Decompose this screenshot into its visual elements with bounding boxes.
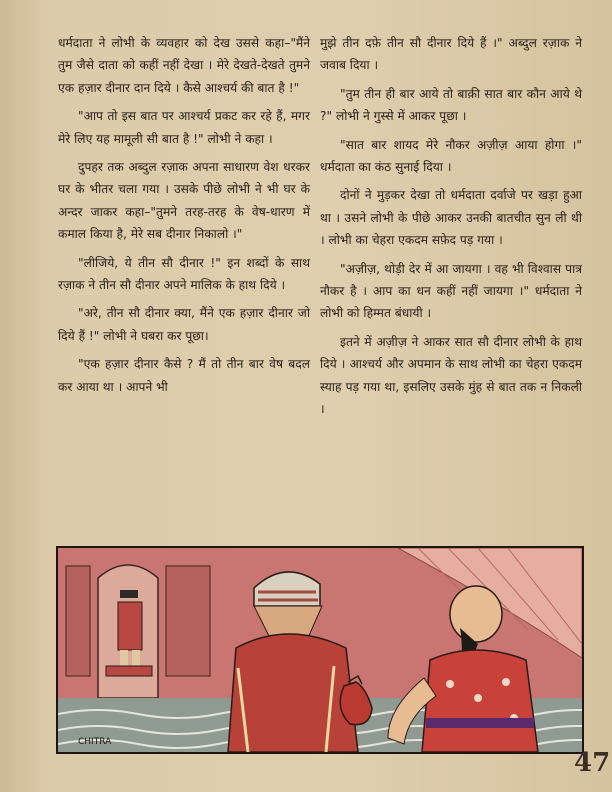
small-figure-body — [118, 602, 142, 650]
paragraph: "अरे, तीन सौ दीनार क्या, मैंने एक हज़ार दीनार जो दिये हैं !" लोभी ने घबरा कर पूछा। — [58, 306, 310, 343]
paragraph: "लीजिये, ये तीन सौ दीनार !" इन शब्दों के साथ रज़ाक ने तीन सौ दीनार अपने मालिक के हाथ दिये । — [58, 255, 310, 293]
wall-panel — [66, 566, 90, 676]
paragraph: धर्मदाता ने लोभी के व्यवहार को देख उससे कहा–"मैंने तुम जैसे दाता को कहीं नहीं देखा । मेरे देखते-देखते तुमने एक हज़ार दीनार दान दिये । कैसे आश्चर्य की बात है !" — [58, 36, 310, 95]
right-text-column — [320, 32, 582, 421]
small-figure-leg — [120, 650, 128, 668]
paragraph: "एक हज़ार दीनार कैसे ? मैं तो तीन बार वेष बदल कर आया था । आपने भी — [58, 357, 310, 394]
shirt-dot — [474, 694, 482, 702]
paragraph: मुझे तीन दफ़े तीन सौ दीनार दिये हैं ।" अब्दुल रज़ाक ने जवाब दिया । — [320, 36, 582, 73]
paragraph: "तुम तीन ही बार आये तो बाक़ी सात बार कौन आये थे ?" लोभी ने गुस्से में आकर पूछा । — [320, 86, 582, 124]
story-illustration — [56, 546, 584, 754]
middle-man-robe — [228, 634, 358, 752]
small-figure-leg — [132, 650, 140, 668]
illustration-scene — [58, 548, 582, 752]
paragraph: "आप तो इस बात पर आश्चर्य प्रकट कर रहे हैं, मगर मेरे लिए यह मामूली सी बात है !" लोभी ने कहा । — [58, 109, 310, 146]
sash — [426, 718, 534, 728]
shirt-dot — [446, 680, 454, 688]
left-text-column — [58, 32, 310, 398]
small-figure-turban — [120, 590, 138, 598]
paragraph: "अज़ीज़, थोड़ी देर में आ जायगा । वह भी विश्वास पात्र नौकर है । आप का धन कहीं नहीं जायगा ।" धर्मदाता ने लोभी को हिम्मत बंधायी । — [320, 261, 582, 321]
paragraph: दुपहर तक अब्दुल रज़ाक अपना साधारण वेश धरकर घर के भीतर चला गया । उसके पीछे लोभी ने भी घर के अन्दर जाकर कहा–"तुमने तरह-तरह के वेष-धारण में कमाल किया है, मेरे सब दीनार निकालो ।" — [58, 160, 310, 242]
page-number: 47 — [574, 748, 611, 778]
artist-signature: CHITRA — [78, 737, 112, 747]
bald-man-head — [450, 586, 502, 642]
shirt-dot — [502, 678, 510, 686]
paragraph: इतने में अज़ीज़ ने आकर सात सौ दीनार लोभी के हाथ दिये । आश्चर्य और अपमान के साथ लोभी का चेहरा एकदम स्याह पड़ गया था, इसलिए उसके मुंह से बात तक न निकली । — [320, 334, 582, 417]
paragraph: "सात बार शायद मेरे नौकर अज़ीज़ आया होगा ।" धर्मदाता का कंठ सुनाई दिया । — [320, 137, 582, 175]
rug — [106, 666, 152, 676]
wall-panel — [166, 566, 210, 676]
paragraph: दोनों ने मुड़कर देखा तो धर्मदाता दर्वाजे पर खड़ा हुआ था । उसने लोभी के पीछे आकर उनकी बातचीत सुन ली थी । लोभी का चेहरा एकदम सफ़ेद पड़ गया । — [320, 188, 582, 248]
